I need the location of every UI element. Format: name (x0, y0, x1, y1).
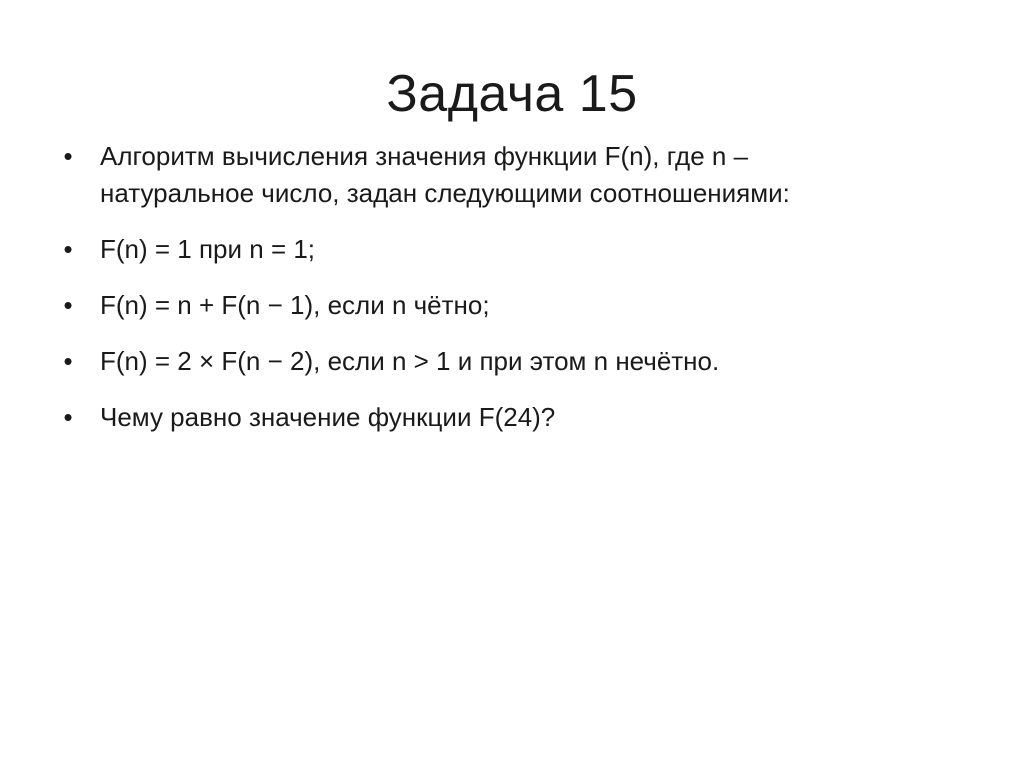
bullet-text: F(n) = n + F(n − 1), если n чётно; (100, 290, 490, 320)
slide-title: Задача 15 (386, 65, 638, 123)
bullet-item-even-case (0, 287, 1024, 324)
bullet-text: F(n) = 2 × F(n − 2), если n > 1 и при этом n нечётно. (100, 346, 720, 376)
bullet-text: Чему равно значение функции F(24)? (100, 402, 556, 432)
bullet-text: F(n) = 1 при n = 1; (100, 234, 316, 264)
bullet-icon: • (63, 234, 73, 264)
bullet-icon: • (63, 402, 73, 432)
bullet-item-algorithm (0, 138, 1024, 212)
bullet-item-question (0, 399, 1024, 436)
bullet-text-line-2: натуральное число, задан следующими соотношениями: (100, 178, 790, 208)
bullet-item-base-case (0, 231, 1024, 268)
bullet-icon: • (63, 141, 73, 171)
bullet-icon: • (63, 346, 73, 376)
bullet-text-line-1: Алгоритм вычисления значения функции F(n), где n – (100, 141, 749, 171)
bullet-list (0, 138, 1024, 455)
bullet-icon: • (63, 290, 73, 320)
bullet-item-odd-case (0, 343, 1024, 380)
